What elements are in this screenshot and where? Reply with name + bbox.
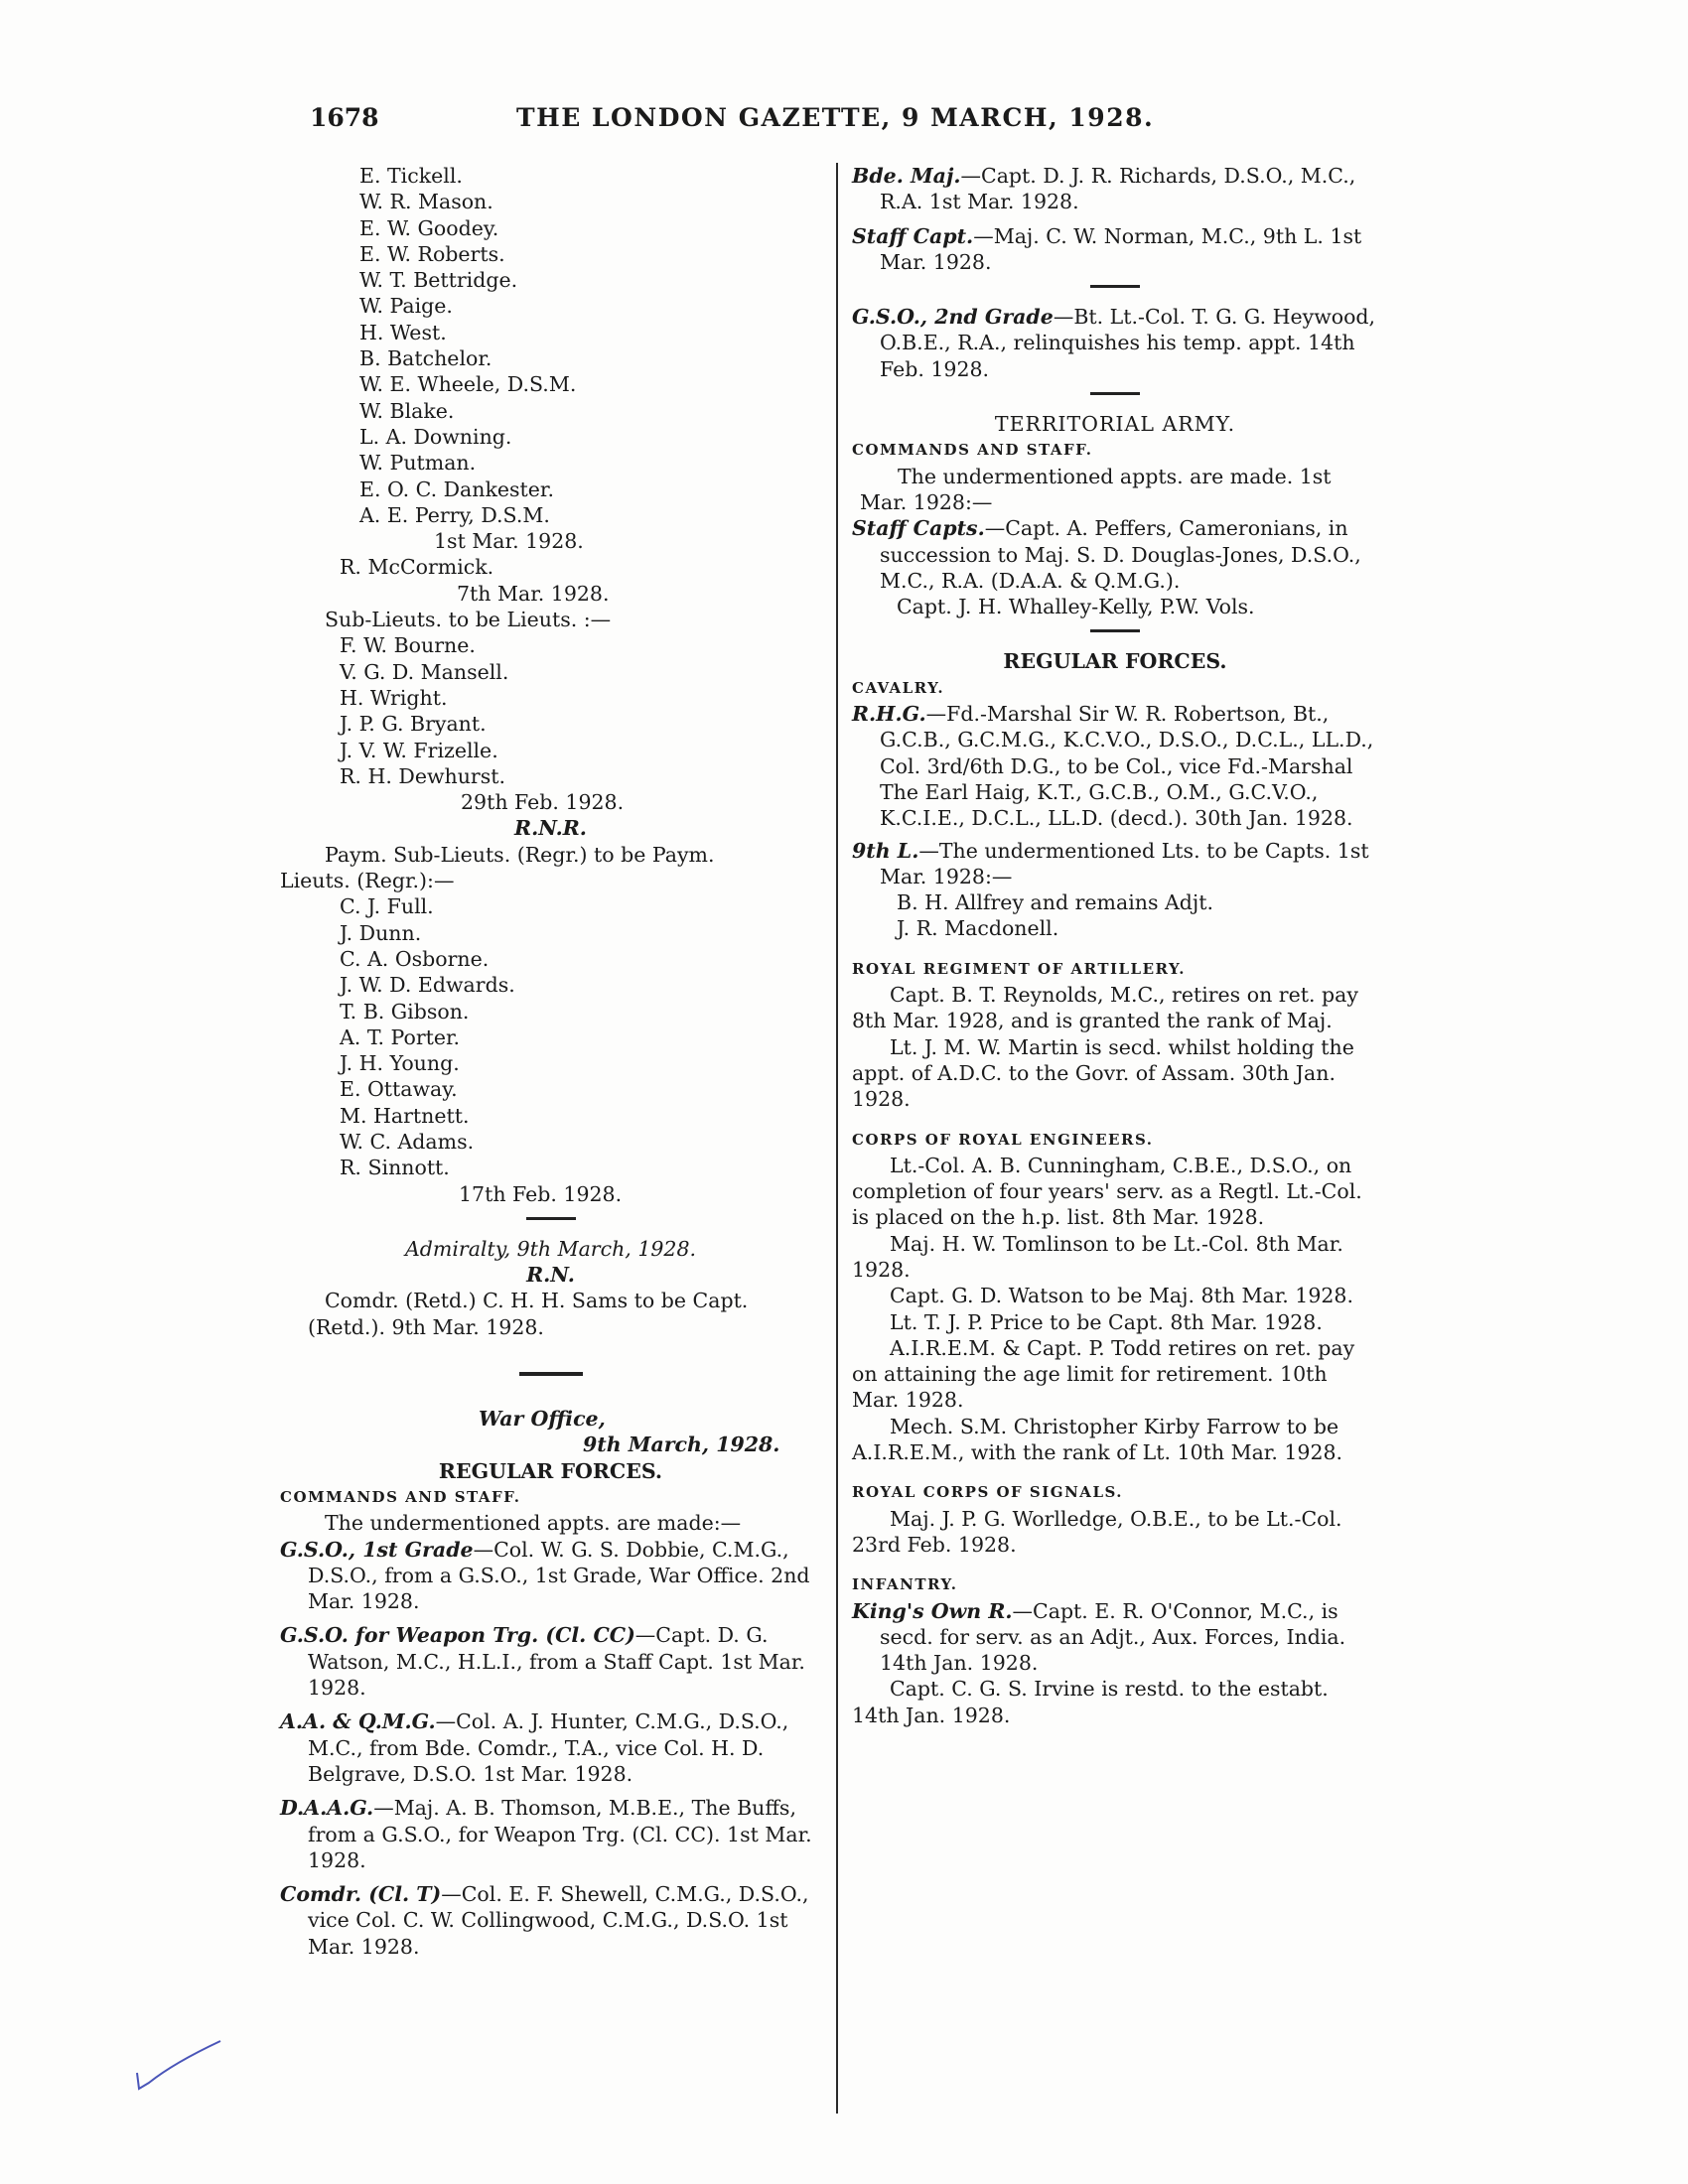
entry-text: —Capt. D. J. R. Richards, D.S.O., M.C., R.A. 1st Mar. 1928. — [880, 164, 1356, 214]
officer-name: W. E. Wheele, D.S.M. — [359, 372, 577, 397]
entry-label: King's Own R. — [852, 1598, 1013, 1623]
section-rule — [526, 1217, 576, 1220]
officer-name: E. W. Goodey. — [359, 215, 499, 240]
officer-name: H. West. — [359, 320, 447, 344]
comdr-line: Comdr. (Retd.) C. H. H. Sams to be Capt. — [325, 1289, 749, 1313]
entry-label: R.H.G. — [852, 702, 926, 727]
officer-name: E. W. Roberts. — [359, 241, 505, 266]
paragraph: Lt. T. J. P. Price to be Capt. 8th Mar. 1928. — [890, 1309, 1323, 1334]
admiralty-heading: Admiralty, 9th March, 1928. — [404, 1236, 697, 1261]
officer-name: F. W. Bourne. — [340, 633, 476, 658]
entry-label: Bde. Maj. — [852, 164, 961, 188]
territorial-heading: TERRITORIAL ARMY. — [994, 412, 1236, 437]
officer-name: R. Sinnott. — [340, 1156, 450, 1180]
entry-text: —Maj. C. W. Norman, M.C., 9th L. 1st Mar. 1928. — [880, 223, 1362, 274]
left-column — [280, 163, 821, 1968]
officer-name: W. T. Bettridge. — [359, 268, 518, 293]
officer-name: H. Wright. — [340, 685, 448, 710]
date-line: 17th Feb. 1928. — [459, 1181, 623, 1206]
appointment-entry — [852, 515, 1378, 594]
officer-name: B. H. Allfrey and remains Adjt. — [897, 890, 1214, 915]
column-divider — [836, 163, 838, 2114]
entry-line: Capt. J. H. Whalley-Kelly, P.W. Vols. — [897, 595, 1255, 619]
rnr-heading: R.N.R. — [514, 816, 587, 841]
paragraph: Lt.-Col. A. B. Cunningham, C.B.E., D.S.O., on completion of four years' serv. as a Regtl. Lt.-Col. is placed on the h.p. list. 8th Mar. 1928. — [852, 1153, 1362, 1230]
entry-text: —Col. W. G. S. Dobbie, C.M.G., D.S.O., from a G.S.O., 1st Grade, War Office. 2nd Mar. 1928. — [308, 1537, 810, 1614]
entry-text: —Capt. E. R. O'Connor, M.C., is secd. for serv. as an Adjt., Aux. Forces, India. 14th Jan. 1928. — [880, 1598, 1346, 1676]
date-line: 29th Feb. 1928. — [461, 790, 625, 815]
appointment-entry — [280, 1537, 821, 1615]
engineers-heading: CORPS OF ROYAL ENGINEERS. — [852, 1130, 1154, 1149]
pen-tick-mark — [129, 2035, 228, 2095]
comdr-line: (Retd.). 9th Mar. 1928. — [308, 1314, 544, 1339]
page-number: 1678 — [310, 103, 379, 132]
entry-label: Staff Capt. — [852, 223, 974, 248]
section-subheading: Sub-Lieuts. to be Lieuts. :— — [325, 608, 612, 632]
section-rule — [1090, 285, 1140, 288]
rn-heading: R.N. — [526, 1263, 575, 1288]
officer-name: W. C. Adams. — [340, 1129, 475, 1154]
appts-intro: The undermentioned appts. are made. 1st Mar. 1928:— — [860, 464, 1332, 514]
regular-forces-heading: REGULAR FORCES. — [438, 1458, 663, 1483]
officer-name: V. G. D. Mansell. — [340, 659, 509, 684]
entry-label: A.A. & Q.M.G. — [280, 1709, 436, 1734]
navy-list-c — [280, 632, 821, 789]
appointment-entry — [280, 1622, 821, 1701]
officer-name: J. V. W. Frizelle. — [340, 738, 498, 762]
war-office-date: 9th March, 1928. — [583, 1433, 780, 1457]
officer-name: W. Paige. — [359, 294, 453, 319]
officer-name: E. Tickell. — [359, 164, 463, 188]
entry-text: —Col. A. J. Hunter, C.M.G., D.S.O., M.C., from Bde. Comdr., T.A., vice Col. H. D. Belgrave, D.S.O. 1st Mar. 1928. — [308, 1709, 789, 1786]
officer-name: W. Blake. — [359, 398, 455, 423]
commands-staff-heading: COMMANDS AND STAFF. — [280, 1487, 521, 1506]
officer-name: B. Batchelor. — [359, 346, 492, 371]
paym-line: Paym. Sub-Lieuts. (Regr.) to be Paym. — [325, 842, 715, 867]
entry-label: G.S.O. for Weapon Trg. (Cl. CC) — [280, 1623, 635, 1648]
entry-text: —Capt. D. G. Watson, M.C., H.L.I., from a Staff Capt. 1st Mar. 1928. — [308, 1623, 805, 1701]
entry-text: —Col. E. F. Shewell, C.M.G., D.S.O., vice Col. C. W. Collingwood, C.M.G., D.S.O. 1st Mar. 1928. — [308, 1882, 809, 1959]
officer-name: J. H. Young. — [340, 1051, 460, 1076]
paragraph: Capt. C. G. S. Irvine is restd. to the estabt. 14th Jan. 1928. — [852, 1677, 1329, 1727]
officer-name: W. Putman. — [359, 451, 477, 476]
engineer-paragraphs — [852, 1153, 1378, 1466]
entry-text: —Maj. A. B. Thomson, M.B.E., The Buffs, from a G.S.O., for Weapon Trg. (Cl. CC). 1st Mar. 1928. — [308, 1796, 812, 1872]
appointment-entry — [852, 223, 1378, 276]
entry-text: —The undermentioned Lts. to be Capts. 1st Mar. 1928:— — [880, 838, 1369, 888]
appointment-list — [852, 163, 1378, 275]
paragraph: A.I.R.E.M. & Capt. P. Todd retires on ret. pay on attaining the age limit for retirement. 10th Mar. 1928. — [852, 1335, 1355, 1413]
artillery-paragraphs — [852, 982, 1378, 1112]
page-title: THE LONDON GAZETTE, 9 MARCH, 1928. — [516, 103, 1155, 132]
navy-list-a — [280, 163, 821, 528]
commands-staff-heading: COMMANDS AND STAFF. — [852, 441, 1093, 460]
section-rule — [1090, 392, 1140, 395]
officer-name: A. T. Porter. — [340, 1024, 461, 1049]
entry-label: Comdr. (Cl. T) — [280, 1882, 442, 1907]
entry-text: —Capt. A. Peffers, Cameronians, in succession to Maj. S. D. Douglas-Jones, D.S.O., M.C., R.A. (D.A.A. & Q.M.G.). — [880, 516, 1361, 593]
officer-name: C. A. Osborne. — [340, 946, 490, 971]
appointment-entry — [852, 838, 1378, 890]
appointment-entry — [280, 1795, 821, 1873]
regular-forces-heading: REGULAR FORCES. — [1003, 649, 1227, 674]
entry-text: —Fd.-Marshal Sir W. R. Robertson, Bt., G.C.B., G.C.M.G., K.C.V.O., D.S.O., D.C.L., LL.D., Col. 3rd/6th D.G., to be Col., vice Fd.-Marshal The Earl Haig, K.T., G.C.B., O.M., G.C.V.O., K.C.I.E., D.C.L., LL.D. (decd.). 30th Jan. 1928. — [880, 702, 1374, 831]
officer-name: T. B. Gibson. — [340, 999, 470, 1024]
officer-name: W. R. Mason. — [359, 190, 493, 214]
war-office-heading: War Office, — [479, 1407, 606, 1432]
officer-name: J. P. G. Bryant. — [340, 712, 487, 737]
officer-name: R. H. Dewhurst. — [340, 763, 505, 788]
officer-name: C. J. Full. — [340, 894, 434, 919]
page-header — [310, 103, 1203, 133]
appointment-entry — [852, 163, 1378, 215]
officer-name: J. R. Macdonell. — [897, 916, 1059, 941]
paragraph: Maj. J. P. G. Worlledge, O.B.E., to be Lt.-Col. 23rd Feb. 1928. — [852, 1506, 1342, 1557]
appointment-list — [280, 1537, 821, 1960]
officer-name: J. W. D. Edwards. — [340, 973, 515, 998]
paragraph: Maj. H. W. Tomlinson to be Lt.-Col. 8th Mar. 1928. — [852, 1231, 1343, 1282]
officer-name: E. O. C. Dankester. — [359, 477, 554, 501]
paragraph: Capt. G. D. Watson to be Maj. 8th Mar. 1928. — [890, 1284, 1353, 1308]
entry-label: G.S.O., 2nd Grade — [852, 305, 1054, 330]
officer-name: L. A. Downing. — [359, 424, 512, 449]
infantry-heading: INFANTRY. — [852, 1575, 958, 1594]
section-rule — [1090, 629, 1140, 632]
entry-label: 9th L. — [852, 838, 919, 863]
appointment-entry — [852, 701, 1378, 831]
entry-label: D.A.A.G. — [280, 1796, 374, 1821]
section-rule — [519, 1372, 583, 1376]
paragraph: Mech. S.M. Christopher Kirby Farrow to be A.I.R.E.M., with the rank of Lt. 10th Mar. 1928. — [852, 1414, 1343, 1465]
officer-list — [852, 889, 1378, 942]
entry-text: —Bt. Lt.-Col. T. G. G. Heywood, O.B.E., R.A., relinquishes his temp. appt. 14th Feb. 1928. — [880, 305, 1376, 381]
name-line: R. McCormick. — [340, 555, 494, 580]
officer-name: J. Dunn. — [340, 920, 422, 945]
officer-name: E. Ottaway. — [340, 1077, 458, 1102]
appts-intro: The undermentioned appts. are made:— — [325, 1511, 742, 1536]
right-column — [852, 163, 1378, 1728]
cavalry-heading: CAVALRY. — [852, 678, 945, 697]
date-line: 1st Mar. 1928. — [434, 529, 584, 554]
appointment-entry — [852, 304, 1378, 382]
appointment-entry — [852, 1598, 1378, 1677]
officer-name: M. Hartnett. — [340, 1103, 470, 1128]
date-line: 7th Mar. 1928. — [457, 581, 610, 606]
appointment-entry — [280, 1881, 821, 1960]
appointment-entry — [280, 1708, 821, 1787]
entry-label: G.S.O., 1st Grade — [280, 1537, 474, 1562]
navy-list-d — [280, 893, 821, 1180]
paragraph: Lt. J. M. W. Martin is secd. whilst holding the appt. of A.D.C. to the Govr. of Assam. 30th Jan. 1928. — [852, 1034, 1354, 1112]
artillery-heading: ROYAL REGIMENT OF ARTILLERY. — [852, 959, 1187, 978]
entry-label: Staff Capts. — [852, 516, 985, 541]
signals-heading: ROYAL CORPS OF SIGNALS. — [852, 1483, 1124, 1502]
paragraph: Capt. B. T. Reynolds, M.C., retires on ret. pay 8th Mar. 1928, and is granted the rank of Maj. — [852, 983, 1358, 1033]
paym-line: Lieuts. (Regr.):— — [280, 869, 455, 893]
officer-name: A. E. Perry, D.S.M. — [359, 502, 550, 527]
